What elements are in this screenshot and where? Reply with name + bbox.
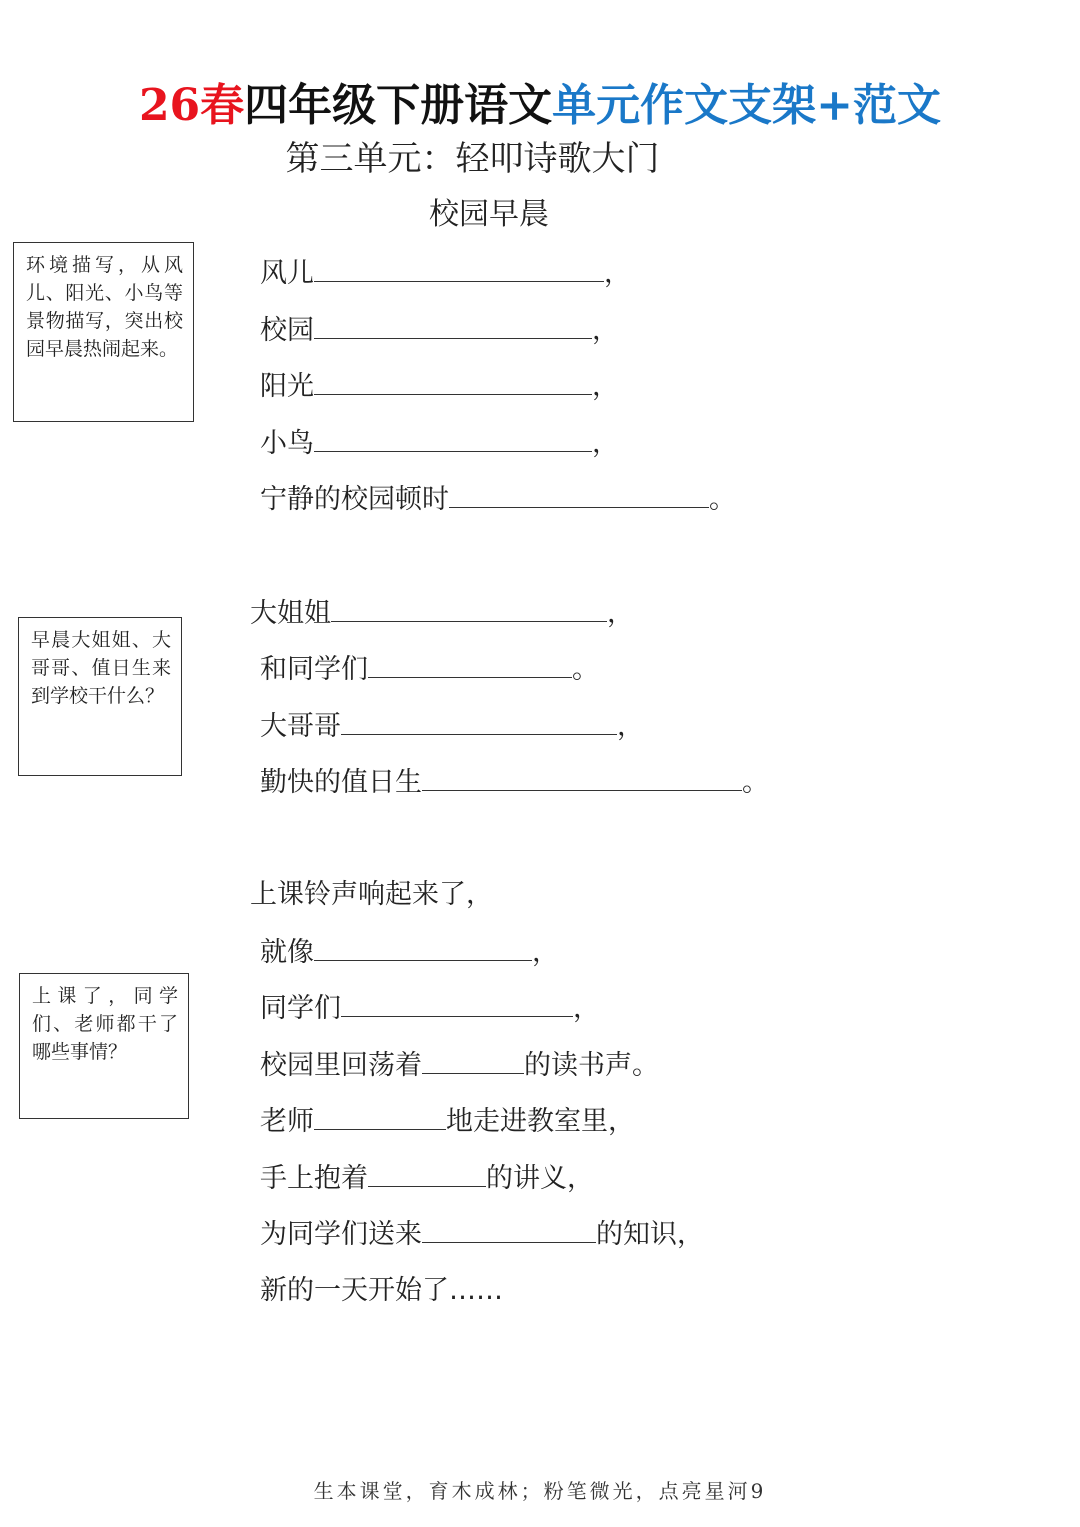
fill-blank[interactable]: [314, 253, 604, 282]
fill-blank[interactable]: [341, 988, 573, 1017]
fill-blank[interactable]: [422, 1045, 524, 1074]
fill-line: [260, 423, 619, 464]
page-title: [0, 78, 1080, 134]
line-suffix: ，: [604, 258, 631, 289]
line-suffix: ，: [573, 993, 600, 1024]
line-suffix: 。: [742, 767, 769, 798]
fill-blank[interactable]: [422, 762, 742, 791]
fill-blank[interactable]: [314, 1101, 446, 1130]
line-prefix: 老师: [260, 1106, 314, 1137]
line-suffix: 地走进教室里，: [446, 1106, 635, 1137]
title-grade: 四年级下册语文: [244, 80, 553, 131]
line-suffix: 。: [572, 654, 599, 685]
fill-line: [260, 706, 644, 747]
line-text: 新的一天开始了……: [260, 1275, 503, 1306]
fill-blank[interactable]: [314, 366, 592, 395]
fill-line: [260, 649, 599, 690]
fill-blank[interactable]: [341, 706, 617, 735]
line-suffix: ，: [592, 428, 619, 459]
line-prefix: 手上抱着: [260, 1163, 368, 1194]
fill-line: [260, 366, 619, 407]
line-prefix: 就像: [260, 937, 314, 968]
line-suffix: ，: [532, 937, 559, 968]
line-prefix: 小鸟: [260, 428, 314, 459]
line-suffix: 的知识，: [596, 1219, 704, 1250]
note-box-environment: 环境描写，从风儿、阳光、小鸟等景物描写，突出校园早晨热闹起来。: [13, 242, 194, 422]
fill-line: [260, 310, 619, 351]
line-prefix: 校园: [260, 315, 314, 346]
page-footer: 生本课堂，育木成林；粉笔微光，点亮星河9: [313, 1479, 767, 1503]
line-prefix: 同学们: [260, 993, 341, 1024]
fill-blank[interactable]: [368, 1158, 486, 1187]
fill-line: [250, 593, 634, 634]
fill-blank[interactable]: [314, 310, 592, 339]
line-prefix: 大哥哥: [260, 711, 341, 742]
fill-line: [260, 1214, 704, 1255]
fill-blank[interactable]: [449, 479, 709, 508]
note-box-class-start: 上课了，同学们、老师都干了哪些事情？: [19, 973, 189, 1119]
text-line: [250, 875, 493, 915]
line-suffix: ，: [617, 711, 644, 742]
fill-blank[interactable]: [422, 1214, 596, 1243]
line-prefix: 为同学们送来: [260, 1219, 422, 1250]
fill-line: [260, 479, 736, 520]
title-semester: 26春: [138, 80, 245, 131]
fill-blank[interactable]: [314, 932, 532, 961]
line-prefix: 大姐姐: [250, 598, 331, 629]
fill-line: [260, 253, 631, 294]
line-suffix: 的讲义，: [486, 1163, 594, 1194]
line-prefix: 阳光: [260, 371, 314, 402]
unit-subtitle: 第三单元：轻叩诗歌大门: [285, 139, 660, 179]
essay-title: 校园早晨: [429, 197, 549, 232]
fill-line: [260, 932, 559, 973]
fill-blank[interactable]: [331, 593, 607, 622]
line-suffix: ，: [607, 598, 634, 629]
fill-line: [260, 1158, 594, 1199]
fill-blank[interactable]: [314, 423, 592, 452]
line-suffix: 的读书声。: [524, 1050, 659, 1081]
title-topic: 单元作文支架+范文: [552, 80, 942, 131]
line-prefix: 勤快的值日生: [260, 767, 422, 798]
fill-line: [260, 1101, 635, 1142]
text-line: [260, 1271, 503, 1311]
line-suffix: ，: [592, 315, 619, 346]
line-suffix: 。: [709, 484, 736, 515]
line-text: 上课铃声响起来了，: [250, 879, 493, 910]
line-prefix: 校园里回荡着: [260, 1050, 422, 1081]
fill-line: [260, 762, 769, 803]
note-box-morning-people: 早晨大姐姐、大哥哥、值日生来到学校干什么？: [18, 617, 182, 776]
fill-line: [260, 988, 600, 1029]
line-prefix: 宁静的校园顿时: [260, 484, 449, 515]
line-suffix: ，: [592, 371, 619, 402]
fill-line: [260, 1045, 659, 1086]
line-prefix: 风儿: [260, 258, 314, 289]
fill-blank[interactable]: [368, 649, 572, 678]
line-prefix: 和同学们: [260, 654, 368, 685]
